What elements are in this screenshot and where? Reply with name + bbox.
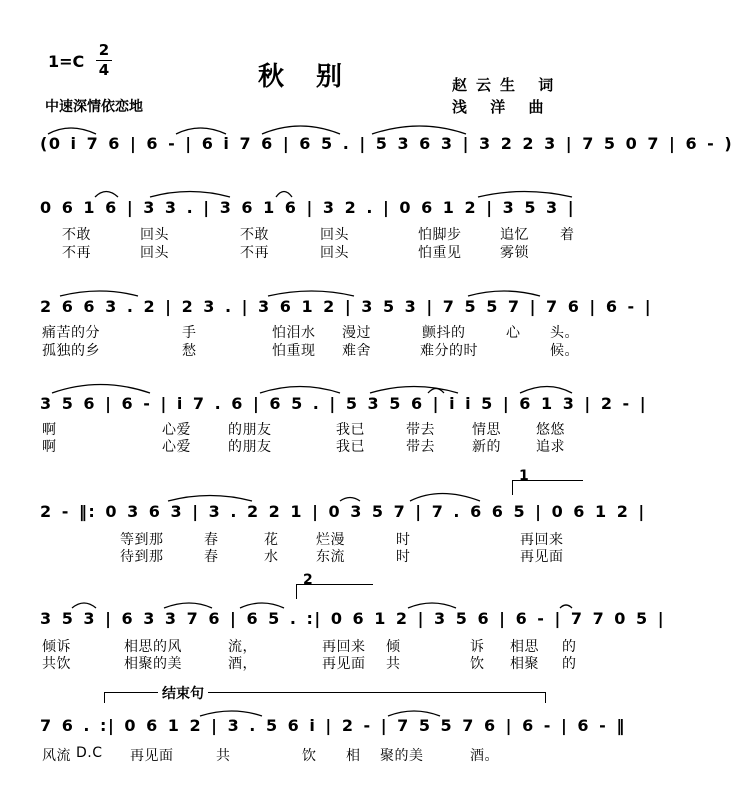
staff-row-7: 7 6 . :| 0 6 1 2 | 3 . 5 6 i | 2 - | 7 5 5 7 6 | 6 - | 6 - ‖ (40, 716, 626, 735)
lyrics-row-4-verse-1: 啊 心爱 的朋友 我已 带去 情思 悠悠 (42, 422, 565, 438)
second-ending-bracket: 2 (296, 584, 373, 599)
first-ending-bracket: 1 (512, 480, 583, 495)
lyrics-row-3-verse-1: 痛苦的分 手 怕泪水 漫过 颤抖的 心 头。 (42, 325, 579, 341)
staff-row-4: 3 5 6 | 6 - | i 7 . 6 | 6 5 . | 5 3 5 6 | i i 5 | 6 1 3 | 2 - | (40, 394, 648, 413)
meter-bottom: 4 (98, 61, 110, 79)
lyrics-row-5-verse-2: 待到那 春 水 东流 时 再见面 (120, 549, 564, 565)
staff-row-6: 3 5 3 | 6 3 3 7 6 | 6 5 . :| 0 6 1 2 | 3 5 6 | 6 - | 7 7 0 5 | (40, 609, 666, 628)
lyrics-row-5-verse-1: 等到那 春 花 烂漫 时 再回来 (120, 532, 564, 548)
staff-row-5: 2 - ‖: 0 3 6 3 | 3 . 2 2 1 | 0 3 5 7 | 7 . 6 6 5 | 0 6 1 2 | (40, 502, 646, 521)
lyrics-row-2-verse-2: 不再 回头 不再 回头 怕重见 雾锁 (62, 245, 529, 261)
staff-row-3: 2 6 6 3 . 2 | 2 3 . | 3 6 1 2 | 3 5 3 | 7 5 5 7 | 7 6 | 6 - | (40, 297, 653, 316)
tempo-marking: 中速深情依恋地 (45, 99, 143, 115)
lyrics-row-3-verse-2: 孤独的乡 愁 怕重现 难舍 难分的时 候。 (42, 343, 579, 359)
lyrics-row-7: 风流 D.C 再见面 共 饮 相 聚的美 酒。 (42, 745, 499, 764)
meter-top: 2 (98, 41, 110, 59)
lyricist-credit: 赵云生 词 (452, 76, 563, 94)
coda-label: 结束句 (158, 683, 208, 703)
song-title: 秋别 (258, 62, 375, 92)
composer-credit: 浅 洋 曲 (452, 98, 553, 116)
lyrics-row-6-verse-1: 倾诉 相思的风 流， 再回来 倾 诉 相思 的 (42, 639, 577, 655)
staff-row-1: (0 i 7 6 | 6 - | 6 i 7 6 | 6 5 . | 5 3 6 3 | 3 2 2 3 | 7 5 0 7 | 6 - ) (40, 134, 733, 153)
key-signature: 1=C (48, 52, 85, 71)
staff-row-2: 0 6 1 6 | 3 3 . | 3 6 1 6 | 3 2 . | 0 6 1 2 | 3 5 3 | (40, 198, 576, 217)
lyrics-row-2-verse-1: 不敢 回头 不敢 回头 怕脚步 追忆 着 (62, 227, 575, 243)
lyrics-row-6-verse-2: 共饮 相聚的美 酒， 再见面 共 饮 相聚 的 (42, 656, 577, 672)
lyrics-row-4-verse-2: 啊 心爱 的朋友 我已 带去 新的 追求 (42, 439, 565, 455)
